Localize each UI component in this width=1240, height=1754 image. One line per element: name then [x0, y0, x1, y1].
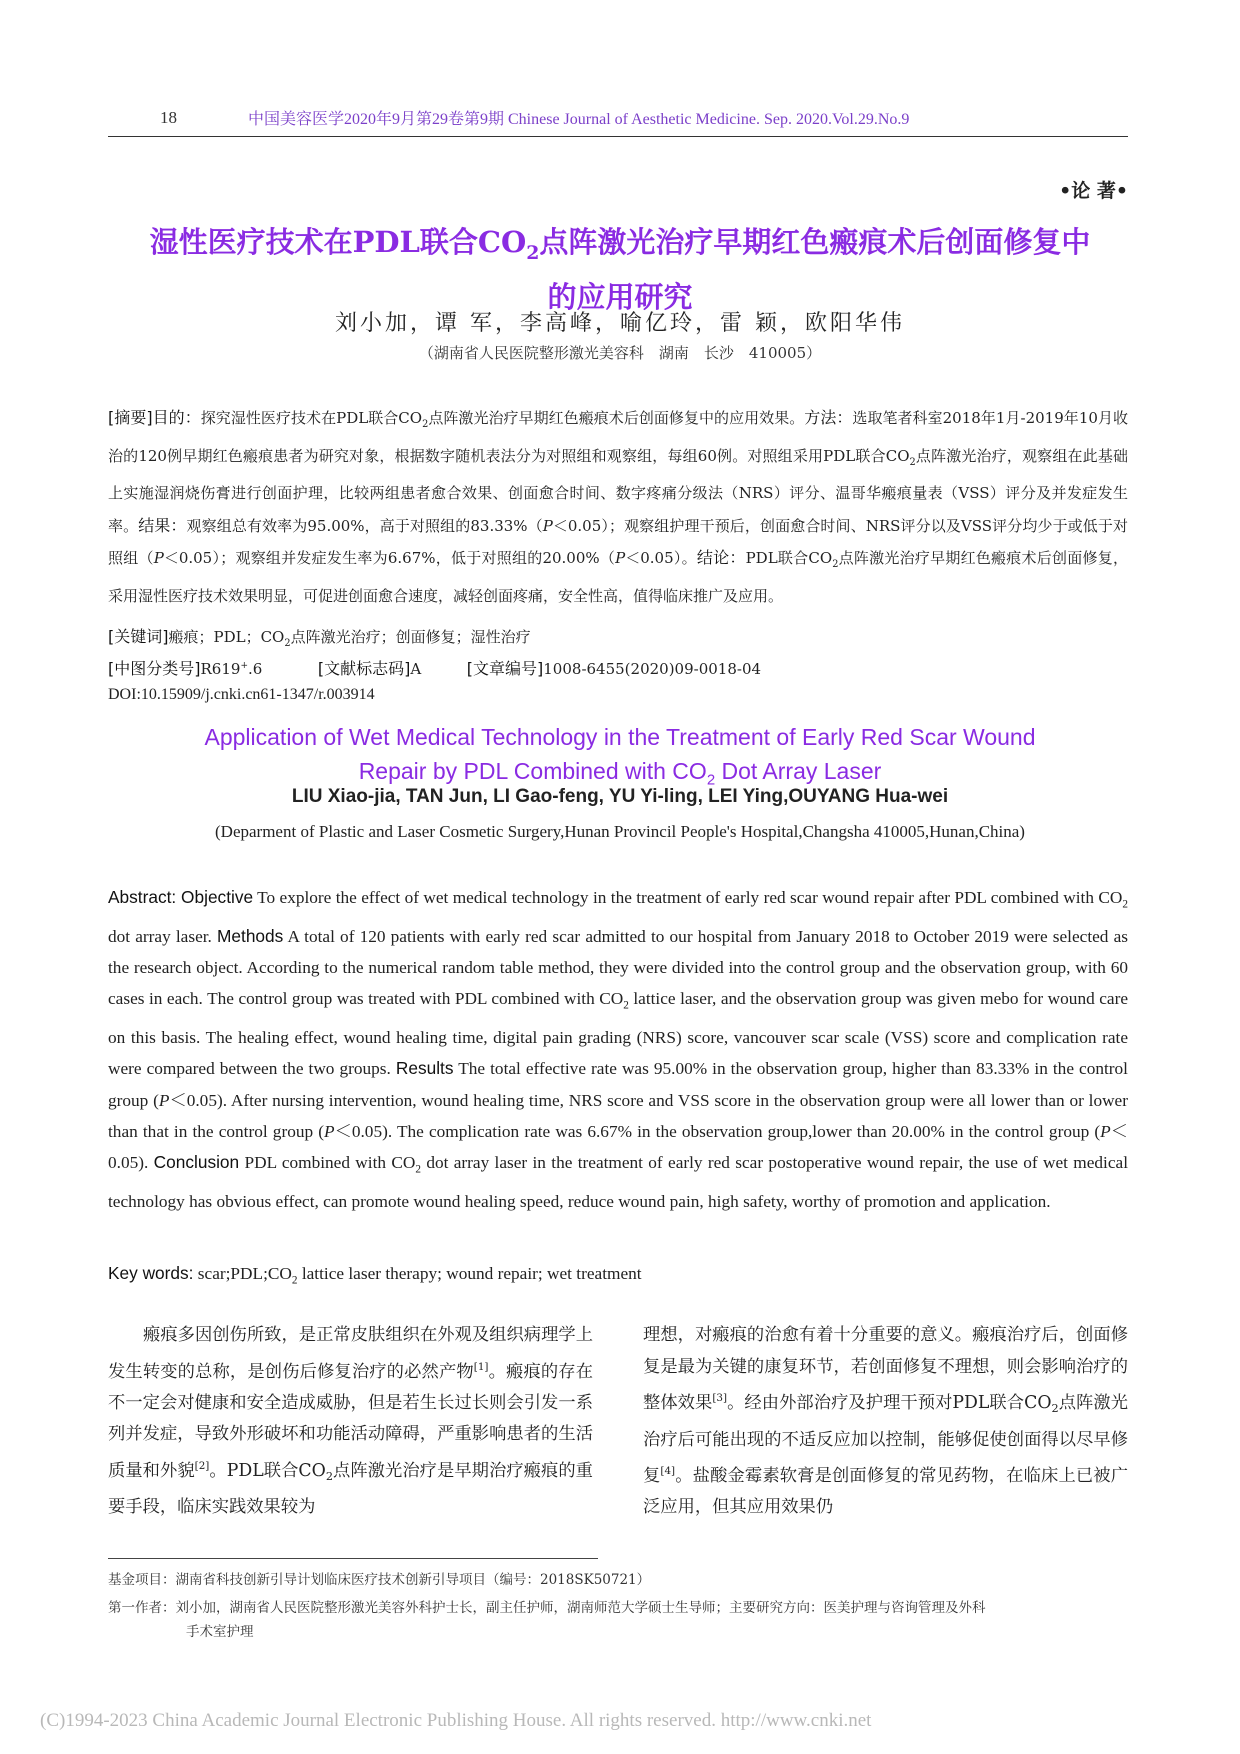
abstract-label: [摘要]: [108, 408, 153, 427]
affiliation-en: (Deparment of Plastic and Laser Cosmetic Surgery,Hunan Provincil People's Hospital,Changsha 410005,Hunan,China): [215, 822, 1025, 841]
abstract-en: Abstract: Objective To explore the effect of wet medical technology in the treatment of early red scar wound repair after PDL combined with $CO_2$ dot array laser. Methods A total of 120 patients with early red scar admitted to our hospital from January 2018 to October 2019 were selected as the research object. According to the numerical random table method, they were divided into the control group and the observation group, with 60 cases in each. The control group was treated with PDL combined with $CO_2$ lattice laser, and the observation group was given mebo for wound care on this basis. The healing effect, wound healing time, digital pain grading (NRS) score, vancouver scar scale (VSS) score and complication rate were compared between the two groups. Results The total effective rate was 95.00% in the observation group, higher than 83.33% in the control group (P＜0.05). After nursing intervention, wound healing time, NRS score and VSS score in the observation group were all lower than or lower than that in the control group (P＜0.05). The complication rate was 6.67% in the observation group,lower than 20.00% in the control group (P＜0.05). Conclusion PDL combined with $CO_2$ dot array laser in the treatment of early red scar postoperative wound repair, the use of wet medical technology has obvious effect, can promote wound healing speed, reduce wound pain, high safety, worthy of promotion and application.: [108, 887, 1128, 1212]
footnote-divider: [108, 1558, 598, 1559]
abstract-cn: [摘要]目的：探究湿性医疗技术在PDL联合$CO_2$点阵激光治疗早期红色瘢痕术后创面修复中的应用效果。方法：选取笔者科室2018年1月-2019年10月收治的120例早期红色瘢痕患者为研究对象，根据数字随机表法分为对照组和观察组，每组60例。对照组采用PDL联合$CO_2$点阵激光治疗，观察组在此基础上实施湿润烧伤膏进行创面护理，比较两组患者愈合效果、创面愈合时间、数字疼痛分级法（NRS）评分、温哥华瘢痕量表（VSS）评分及并发症发生率。结果：观察组总有效率为95.00%，高于对照组的83.33%（P＜0.05）；观察组护理干预后，创面愈合时间、NRS评分以及VSS评分均少于或低于对照组（P＜0.05）；观察组并发症发生率为6.67%，低于对照组的20.00%（P＜0.05）。结论：PDL联合$CO_2$点阵激光治疗早期红色瘢痕术后创面修复，采用湿性医疗技术效果明显，可促进创面愈合速度，减轻创面疼痛，安全性高，值得临床推广及应用。: [108, 408, 1128, 605]
copyright-watermark: (C)1994-2023 China Academic Journal Electronic Publishing House. All rights reserved. http://www.cnki.net: [40, 1710, 872, 1731]
doi: DOI:10.15909/j.cnki.cn61-1347/r.003914: [108, 686, 375, 703]
authors-cn: 刘小加，谭 军，李高峰，喻亿玲，雷 颖，欧阳华伟: [335, 311, 905, 336]
article-title-en: Application of Wet Medical Technology in the Treatment of Early Red Scar Wound Repair by PDL Combined with $CO_2$ Dot Array Laser: [204, 724, 1036, 789]
journal-citation: 中国美容医学2020年9月第29卷第9期 Chinese Journal of Aesthetic Medicine. Sep. 2020.Vol.29.No.9: [248, 111, 910, 128]
classification-line: [中图分类号]R619+.6 [文献标志码]A [文章编号]1008-6455(2020)09-0018-04: [108, 659, 762, 678]
page-number: 18: [160, 108, 177, 127]
body-column-right: 理想，对瘢痕的治愈有着十分重要的意义。瘢痕治疗后，创面修复是最为关键的康复环节，若创面修复不理想，则会影响治疗的整体效果[3]。经由外部治疗及护理干预对PDL联合$CO_2$点阵激光治疗后可能出现的不适反应加以控制，能够促使创面得以尽早修复[4]。盐酸金霉素软膏是创面修复的常见药物，在临床上已被广泛应用，但其应用效果仍: [643, 1325, 1128, 1518]
running-header: [108, 106, 1128, 137]
section-tag: •论 著•: [1059, 180, 1128, 202]
keywords-en: Key words: $scar;PDL;CO_2$ lattice laser therapy; wound repair; wet treatment: [108, 1263, 642, 1287]
body-column-left: 瘢痕多因创伤所致，是正常皮肤组织在外观及组织病理学上发生转变的总称，是创伤后修复治疗的必然产物[1]。瘢痕的存在不一定会对健康和安全造成威胁，但是若生长过长则会引发一系列并发症，导致外形破坏和功能活动障碍，严重影响患者的生活质量和外貌[2]。PDL联合$CO_2$点阵激光治疗是早期治疗瘢痕的重要手段，临床实践效果较为: [108, 1325, 593, 1518]
article-title-cn: 湿性医疗技术在PDL联合$CO_2$点阵激光治疗早期红色瘢痕术后创面修复中 的应用研究: [149, 225, 1091, 314]
footnote-author: 第一作者：刘小加，湖南省人民医院整形激光美容外科护士长，副主任护师，湖南师范大学硕士生导师；主要研究方向：医美护理与咨询管理及外科 手术室护理: [108, 1600, 986, 1640]
authors-en: LIU Xiao-jia, TAN Jun, LI Gao-feng, YU Yi-ling, LEI Ying,OUYANG Hua-wei: [291, 786, 949, 807]
keywords-cn: [关键词]瘢痕；PDL；$CO_2$点阵激光治疗；创面修复；湿性治疗: [108, 627, 531, 649]
affiliation-cn: （湖南省人民医院整形激光美容科 湖南 长沙 410005）: [418, 344, 822, 362]
footnote-fund: 基金项目：湖南省科技创新引导计划临床医疗技术创新引导项目（编号：2018SK50721）: [108, 1572, 651, 1588]
